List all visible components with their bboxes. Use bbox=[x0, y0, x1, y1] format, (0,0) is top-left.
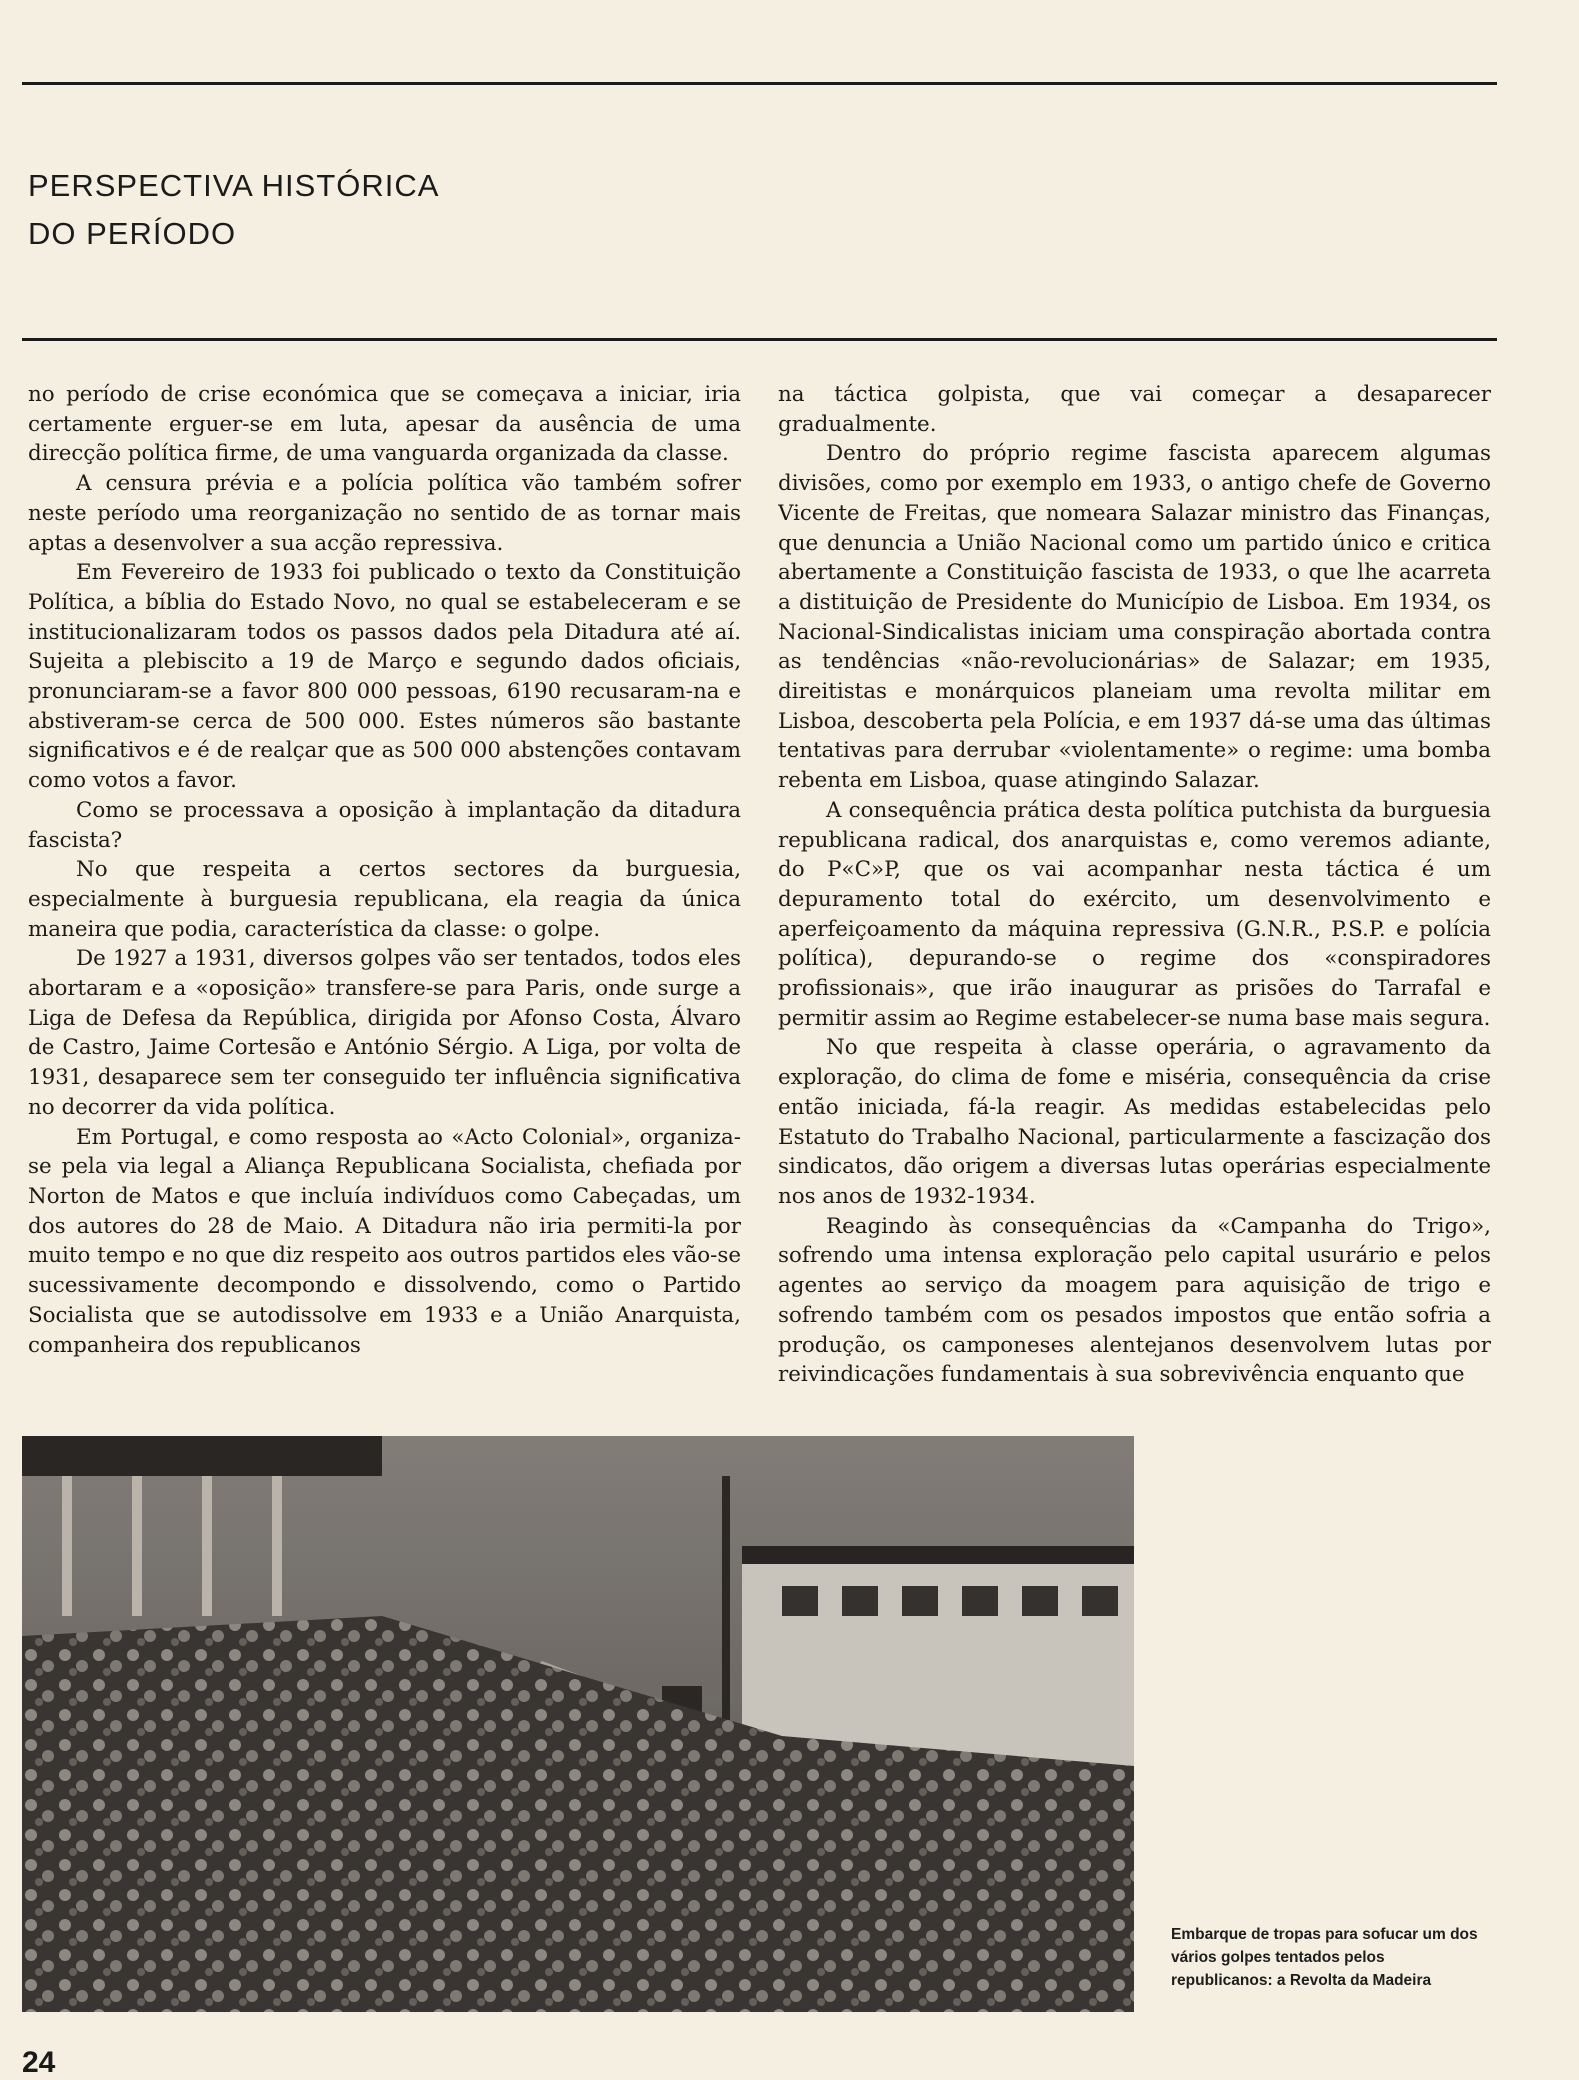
paragraph: Dentro do próprio regime fascista aparecem algumas divisões, como por exemplo em 1933, o antigo chefe de Governo Vicente de Freitas, que nomeara Salazar ministro das Finanças, que denuncia a União Nacional como um partido único e critica abertamente a Constituição fascista de 1933, o que lhe acarreta a distituição de Presidente do Município de Lisboa. Em 1934, os Nacional-Sindicalistas iniciam uma conspiração abortada contra as tendências «não-revolucionárias» de Salazar; em 1935, direitistas e monárquicos planeiam uma revolta militar em Lisboa, descoberta pela Polícia, e em 1937 dá-se uma das últimas tentativas para derrubar «violentamente» o regime: uma bomba rebenta em Lisboa, quase atingindo Salazar. bbox=[778, 441, 1491, 794]
paragraph: Em Portugal, e como resposta ao «Acto Colonial», organiza-se pela via legal a Aliança Republicana Socialista, chefiada por Norton de Matos e que incluía indivíduos como Cabeçadas, um dos autores do 28 de Maio. A Ditadura não iria permiti-la por muito tempo e no que diz respeito aos outros partidos eles vão-se sucessivamente decompondo e dissolvendo, como o Partido Socialista que se autodissolve em 1933 e a União Anarquista, companheira dos republicanos bbox=[28, 1124, 741, 1358]
paragraph: na táctica golpista, que vai começar a desaparecer gradualmente. bbox=[778, 382, 1491, 437]
page-number: 24 bbox=[22, 2046, 56, 2079]
photo-illustration bbox=[22, 1436, 1134, 2012]
paragraph: A consequência prática desta política putchista da burguesia republicana radical, dos anarquistas e, como veremos adiante, do P«C»P, que os vai acompanhar nesta táctica é um depuramento total do exército, um desenvolvimento e aperfeiçoamento da máquina repressiva (G.N.R., P.S.P. e polícia política), depurando-se o regime dos «conspiradores profissionais», que irão inaugurar as prisões do Tarrafal e permitir assim ao Regime estabelecer-se numa base mais segura. bbox=[778, 797, 1491, 1031]
paragraph: Em Fevereiro de 1933 foi publicado o texto da Constituição Política, a bíblia do Estado Novo, no qual se estabeleceram e se institucionalizaram todos os passos dados pela Ditadura até aí. Sujeita a plebiscito a 19 de Março e segundo dados oficiais, pronunciaram-se a favor 800 000 pessoas, 6190 recusaram-na e abstiveram-se cerca de 500 000. Estes números são bastante significativos e é de realçar que as 500 000 abstenções contavam como votos a favor. bbox=[28, 560, 741, 794]
paragraph: No que respeita à classe operária, o agravamento da exploração, do clima de fome e miséria, consequência da crise então iniciada, fá-la reagir. As medidas estabelecidas pelo Estatuto do Trabalho Nacional, particularmente a fascização dos sindicatos, dão origem a diversas lutas operárias especialmente nos anos de 1932-1934. bbox=[778, 1035, 1491, 1209]
right-text-column bbox=[778, 380, 1491, 1410]
paragraph: no período de crise económica que se começava a iniciar, iria certamente erguer-se em luta, apesar da ausência de uma direcção política firme, de uma vanguarda organizada da classe. bbox=[28, 382, 741, 467]
paragraph: Reagindo às consequências da «Campanha do Trigo», sofrendo uma intensa exploração pelo capital usurário e pelos agentes ao serviço da moagem para aquisição de trigo e sofrendo também com os pesados impostos que então sofria a produção, os camponeses alentejanos desenvolvem lutas por reivindicações fundamentais à sua sobrevivência enquanto que bbox=[778, 1213, 1491, 1388]
section-heading bbox=[28, 162, 548, 258]
paragraph: No que respeita a certos sectores da burguesia, especialmente à burguesia republicana, ela reagia da única maneira que podia, característica da classe: o golpe. bbox=[28, 857, 741, 942]
middle-rule bbox=[22, 338, 1497, 341]
troops-embarkation-photo bbox=[22, 1436, 1134, 2012]
paragraph: De 1927 a 1931, diversos golpes vão ser tentados, todos eles abortaram e a «oposição» transfere-se para Paris, onde surge a Liga de Defesa da República, dirigida por Afonso Costa, Álvaro de Castro, Jaime Cortesão e António Sérgio. A Liga, por volta de 1931, desaparece sem ter conseguido ter influência significativa no decorrer da vida política. bbox=[28, 946, 741, 1120]
top-rule bbox=[22, 82, 1497, 85]
left-text-column bbox=[28, 380, 741, 1410]
paragraph: Como se processava a oposição à implantação da ditadura fascista? bbox=[28, 797, 741, 853]
paragraph: A censura prévia e a polícia política vão também sofrer neste período uma reorganização no sentido de as tornar mais aptas a desenvolver a sua acção repressiva. bbox=[28, 471, 741, 556]
section-heading-line-2: DO PERÍODO bbox=[28, 216, 237, 251]
section-heading-line-1: PERSPECTIVA HISTÓRICA bbox=[28, 168, 440, 203]
photo-caption: Embarque de tropas para sofucar um dos vários golpes tentados pelos republicanos: a Revolta da Madeira bbox=[1171, 1926, 1478, 1989]
